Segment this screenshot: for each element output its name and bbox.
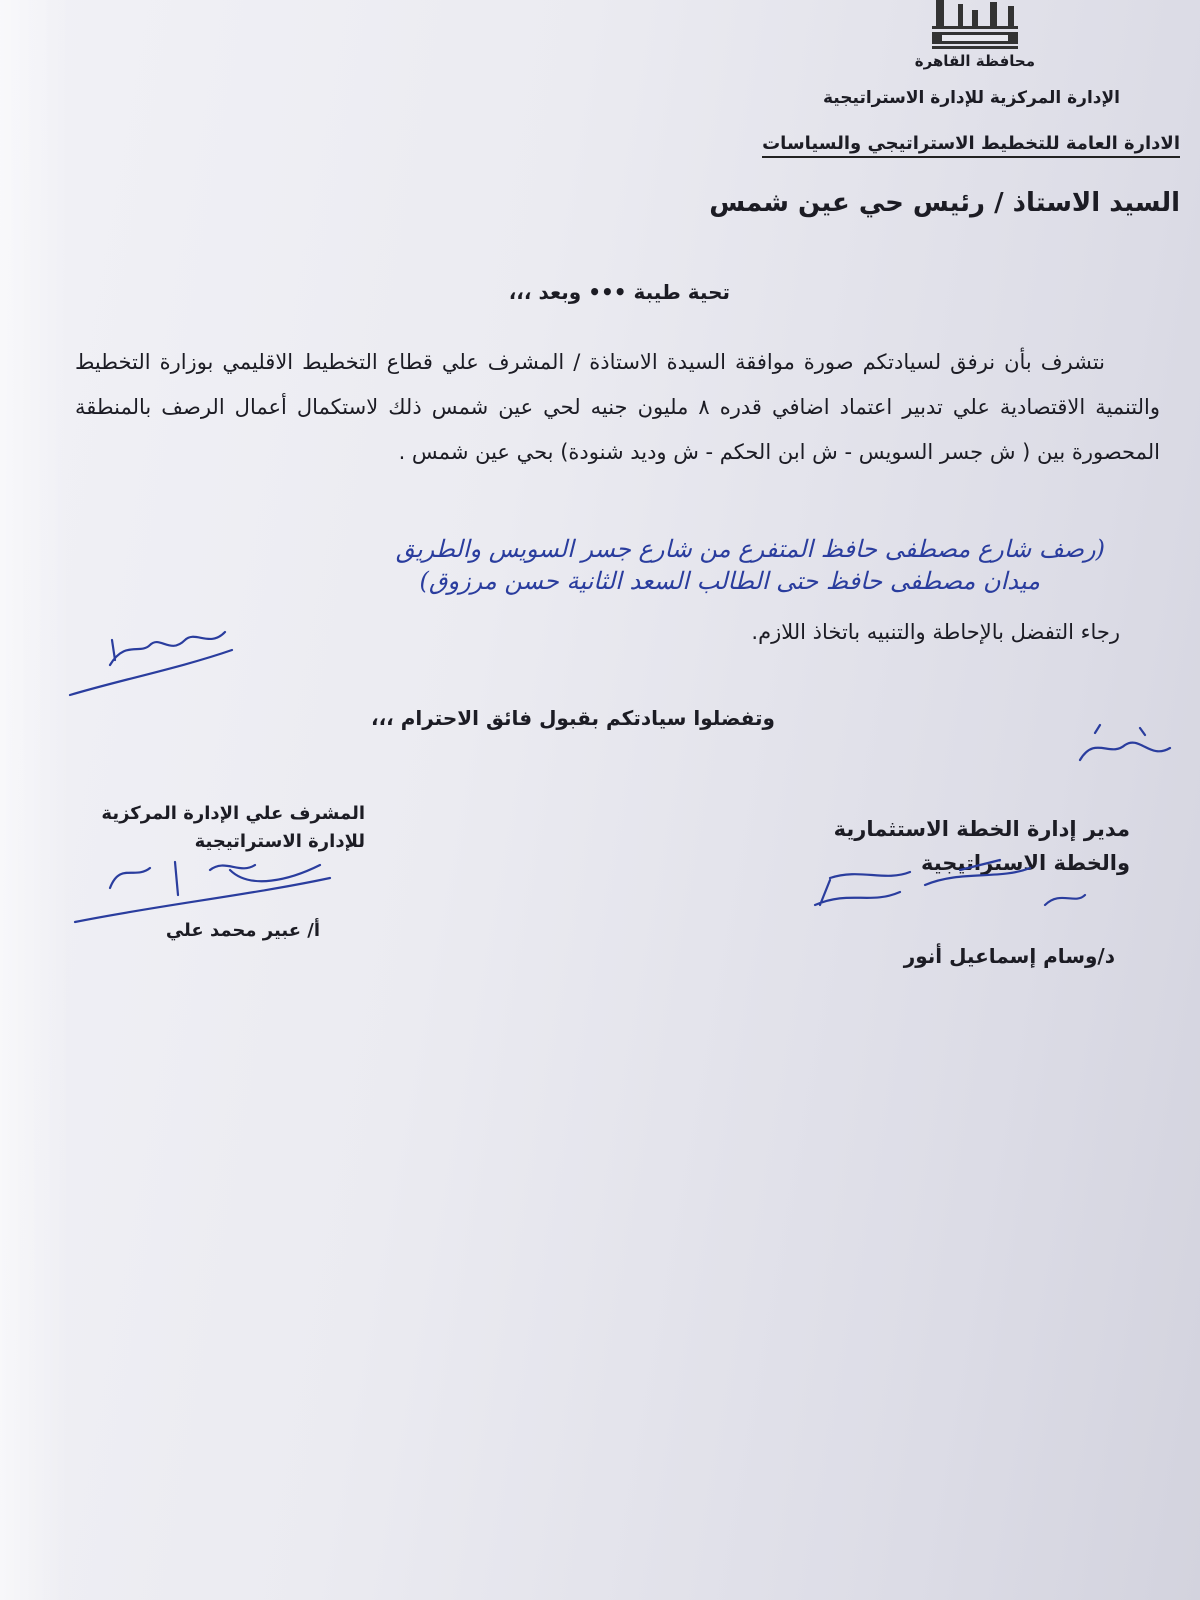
- left-signatory-title: [101, 800, 365, 856]
- right-signatory-name: د/وسام إسماعيل أنور: [903, 944, 1115, 968]
- right-signatory-title-line-1: مدير إدارة الخطة الاستثمارية: [833, 817, 1130, 841]
- greeting-line: تحية طيبة ••• وبعد ،،،: [508, 280, 730, 304]
- closing-line: وتفضلوا سيادتكم بقبول فائق الاحترام ،،،: [370, 706, 775, 730]
- left-signatory-title-line-2: للإدارة الاستراتيجية: [194, 831, 365, 852]
- central-department-name: الإدارة المركزية للإدارة الاستراتيجية: [823, 88, 1120, 108]
- signature-mid-left-scribble: [70, 632, 232, 695]
- cairo-governorate-logo-icon: [928, 0, 1024, 50]
- request-line: رجاء التفضل بالإحاطة والتنبيه باتخاذ اللازم.: [751, 620, 1120, 644]
- general-department-name: الادارة العامة للتخطيط الاستراتيجي والسياسات: [762, 133, 1180, 158]
- handwritten-note-line-2: ميدان مصطفى حافظ حتى الطالب السعد الثانية حسن مرزوق): [419, 567, 1040, 595]
- addressee-line: السيد الاستاذ / رئيس حي عين شمس: [709, 188, 1180, 218]
- signature-left-main: [75, 862, 330, 922]
- right-signatory-title-line-2: والخطة الاستراتيجية: [921, 851, 1130, 875]
- governorate-name: محافظة القاهرة: [914, 52, 1035, 70]
- paper-fold-highlight: [0, 0, 70, 1600]
- left-signatory-name: أ/ عبير محمد علي: [165, 920, 320, 941]
- left-signatory-title-line-1: المشرف علي الإدارة المركزية: [101, 803, 365, 824]
- signature-right-initial: [1080, 725, 1170, 760]
- letter-body-paragraph: نتشرف بأن نرفق لسيادتكم صورة موافقة السيدة الاستاذة / المشرف علي قطاع التخطيط الاقليمي بوزارة التخطيط والتنمية الاقتصادية علي تدبير اعتماد اضافي قدره ٨ مليون جنيه لحي عين شمس ذلك لاستكمال أعمال الرصف بالمنطقة المحصورة بين ( ش جسر السويس - ش ابن الحكم - ش وديد شنودة) بحي عين شمس .: [75, 350, 1161, 464]
- right-signatory-title: [834, 812, 1130, 880]
- handwritten-note-line-1: (رصف شارع مصطفى حافظ المتفرع من شارع جسر السويس والطريق: [395, 535, 1105, 563]
